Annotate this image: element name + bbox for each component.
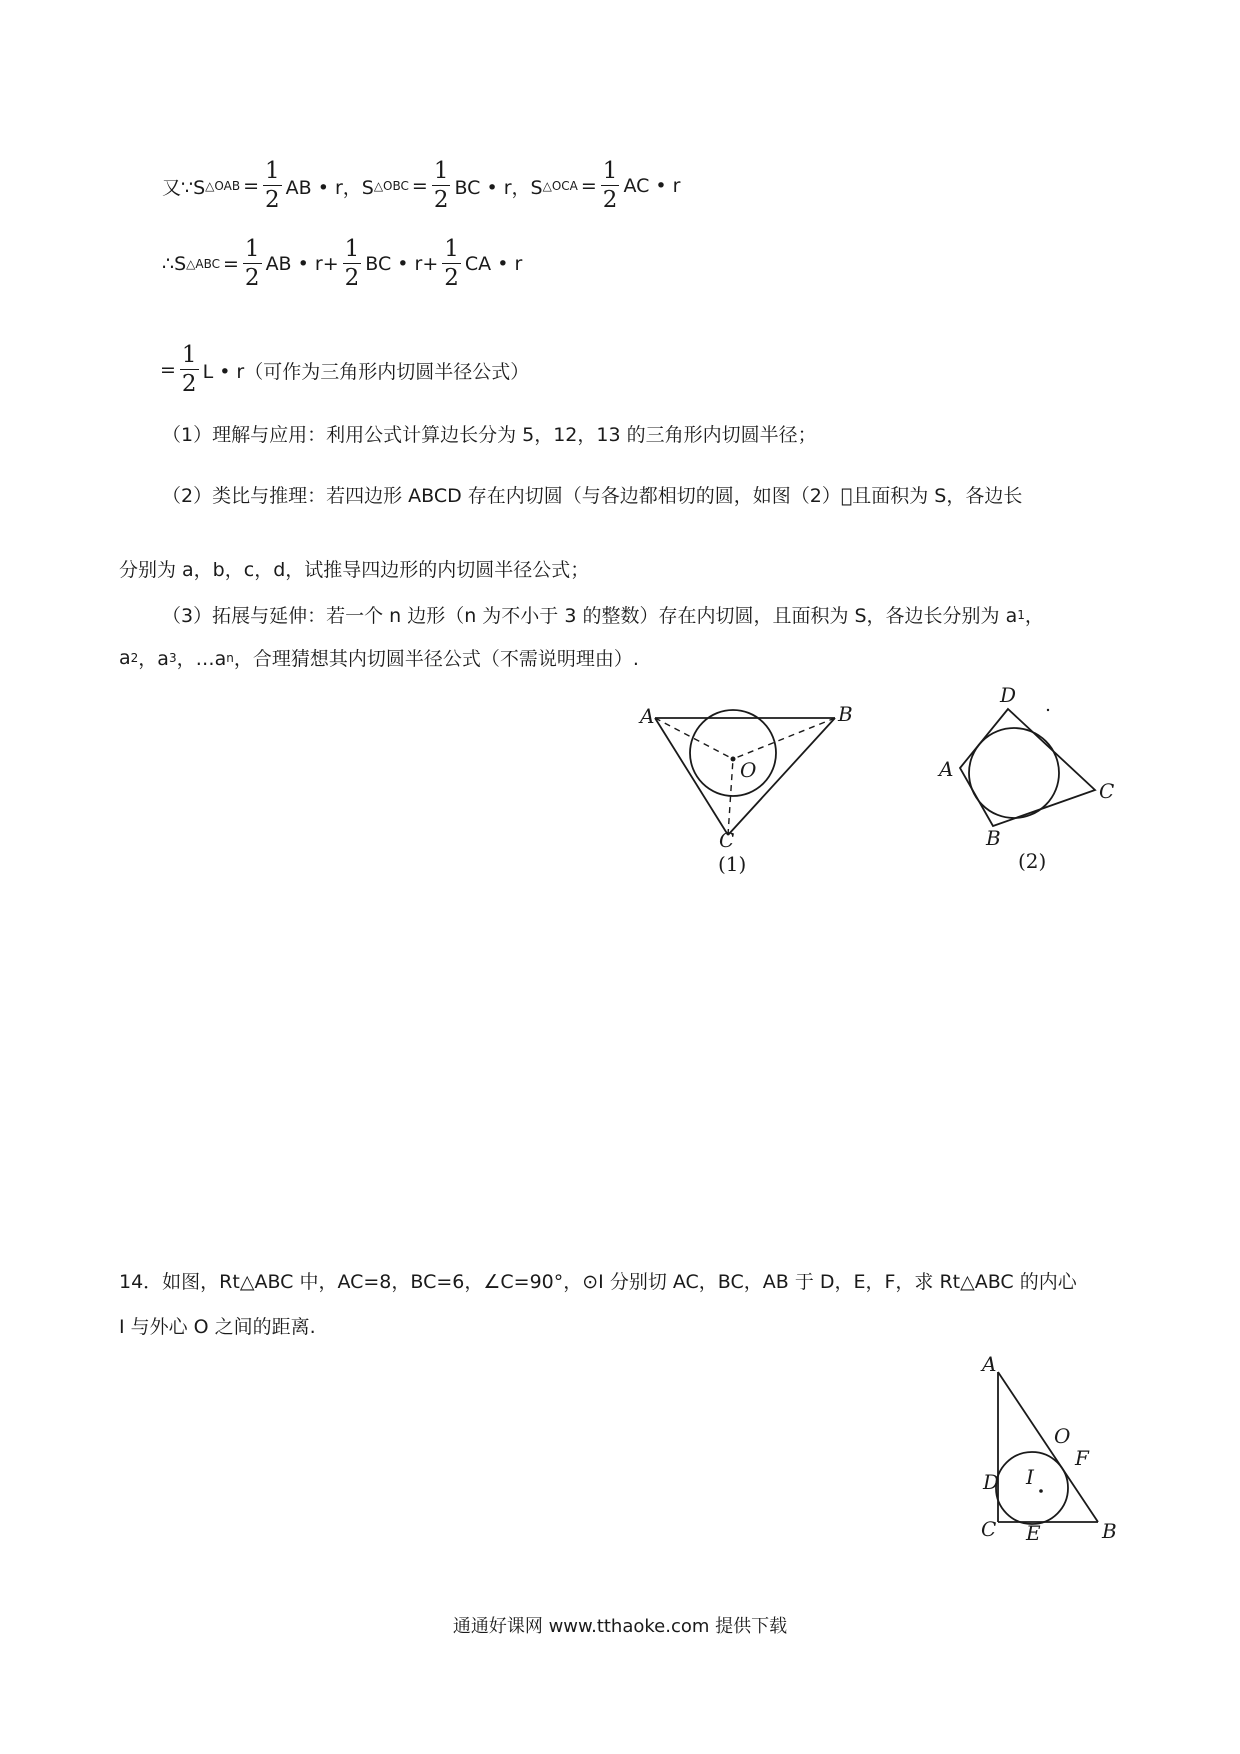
fig1-label-O: O bbox=[740, 758, 757, 782]
question-3-line-2: a 2 ，a 3 ，…a n ，合理猜想其内切圆半径公式（不需说明理由）. bbox=[119, 646, 639, 670]
fraction-half: $\frac{1}{2}$ bbox=[433, 158, 449, 213]
formula-text: ∴S bbox=[162, 253, 187, 275]
equals-sign: = bbox=[243, 175, 259, 197]
fig14-label-F: F bbox=[1075, 1446, 1089, 1470]
fig14-label-I: I bbox=[1026, 1465, 1034, 1489]
fraction-half: $\frac{1}{2}$ bbox=[344, 236, 360, 291]
formula-text: BC • r+ bbox=[365, 253, 439, 275]
fig14-label-B: B bbox=[1102, 1519, 1117, 1543]
question-3-line-1: （3）拓展与延伸：若一个 n 边形（n 为不小于 3 的整数）存在内切圆，且面积为 S，各边长分别为 a 1 ， bbox=[162, 605, 1044, 627]
formula-subscript: △ABC bbox=[186, 257, 220, 271]
formula-text: AC • r bbox=[623, 175, 681, 197]
formula-text: 又∵S bbox=[162, 176, 206, 199]
fig2-label-B: B bbox=[986, 826, 1001, 850]
formula-subscript: △OCA bbox=[542, 179, 578, 193]
formula-subscript: △OBC bbox=[373, 179, 409, 193]
fig14-label-C: C bbox=[981, 1517, 997, 1541]
fraction-half: $\frac{1}{2}$ bbox=[181, 342, 197, 397]
equals-sign: = bbox=[580, 175, 597, 197]
question-2-line-1: （2）类比与推理：若四边形 ABCD 存在内切圆（与各边都相切的圆，如图（2）􀀁且面积为 S，各边长 bbox=[162, 485, 1023, 507]
fig2-label-C: C bbox=[1099, 779, 1115, 803]
fig14-label-D: D bbox=[983, 1470, 1000, 1494]
fig2-label-A: A bbox=[939, 757, 954, 781]
fig1-label-C: C bbox=[719, 828, 735, 852]
question-1: （1）理解与应用：利用公式计算边长分为 5，12，13 的三角形内切圆半径； bbox=[162, 424, 817, 446]
formula-subscript: △OAB bbox=[205, 179, 241, 193]
formula-text: AB • r，S bbox=[285, 176, 374, 199]
fig1-caption: (1) bbox=[718, 852, 747, 876]
fraction-half: $\frac{1}{2}$ bbox=[444, 236, 459, 291]
fig2-label-D: D bbox=[1000, 683, 1017, 707]
fig14-label-E: E bbox=[1026, 1521, 1041, 1545]
formula-text: AB • r+ bbox=[265, 253, 339, 275]
problem-14-line-1: 14．如图，Rt△ABC 中，AC=8，BC=6，∠C=90°，⊙I 分别切 AC，BC，AB 于 D，E，F，求 Rt△ABC 的内心 bbox=[119, 1271, 1077, 1293]
fig2-caption: (2) bbox=[1018, 849, 1047, 873]
footer-source: 通通好课网 www.tthaoke.com 提供下载 bbox=[452, 1616, 788, 1637]
fig1-label-B: B bbox=[838, 702, 853, 726]
formula-text: BC • r，S bbox=[454, 176, 543, 199]
formula-text: CA • r bbox=[464, 253, 523, 275]
question-2-line-2: 分别为 a，b，c，d，试推导四边形的内切圆半径公式； bbox=[119, 559, 590, 581]
problem-14-line-2: I 与外心 O 之间的距离. bbox=[119, 1316, 316, 1338]
equals-sign: = bbox=[160, 359, 176, 381]
formula-text: L • r（可作为三角形内切圆半径公式） bbox=[202, 360, 530, 383]
fig14-label-O: O bbox=[1054, 1424, 1071, 1448]
equals-sign: = bbox=[223, 253, 239, 275]
fraction-half: $\frac{1}{2}$ bbox=[602, 158, 618, 213]
fig14-label-A: A bbox=[982, 1352, 997, 1376]
equals-sign: = bbox=[411, 175, 428, 197]
fraction-half: $\frac{1}{2}$ bbox=[244, 236, 260, 291]
fraction-half: $\frac{1}{2}$ bbox=[264, 158, 280, 213]
fig1-label-A: A bbox=[640, 704, 655, 728]
